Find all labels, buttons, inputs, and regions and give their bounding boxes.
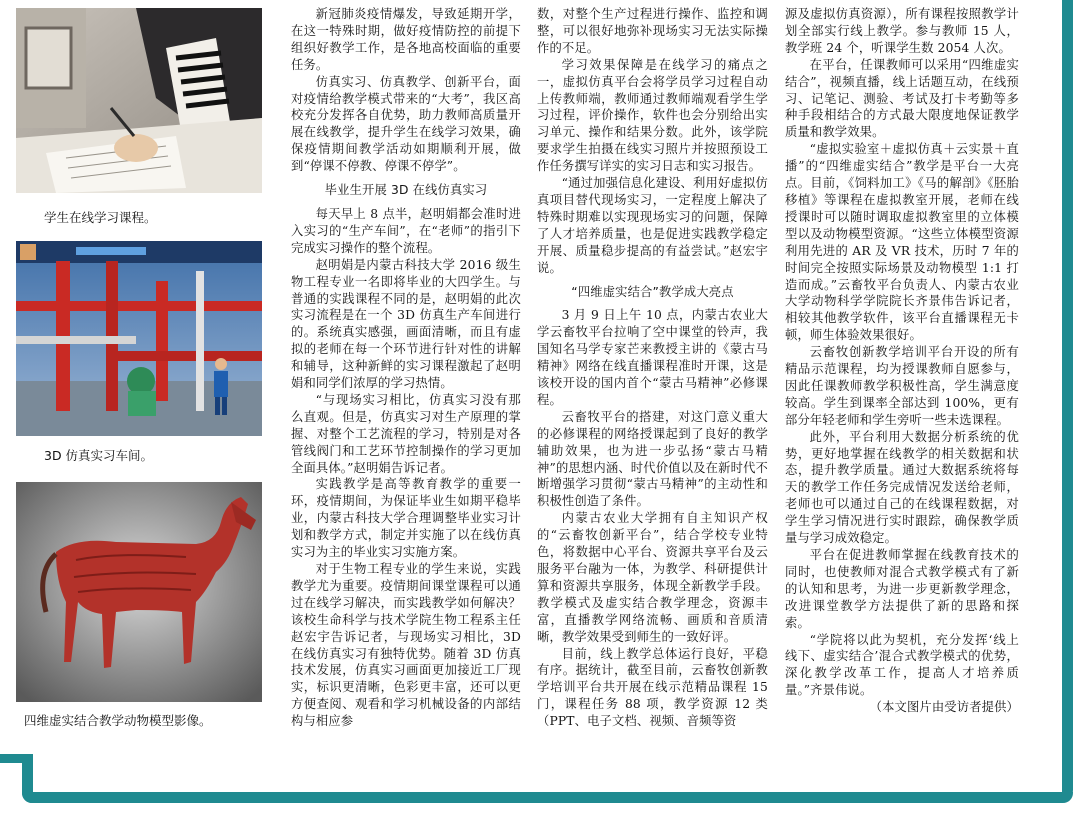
photo-credit: （本文图片由受访者提供） — [869, 700, 1019, 715]
paragraph: 对于生物工程专业的学生来说，实践教学尤为重要。疫情期间课堂课程可以通过在线学习解决，而实践教学如何解决？该校生命科学与技术学院生物工程系主任赵宏宇告诉记者，与现场实习相比，3D 在线仿真实习有独特优势。随着 3D 仿真技术发展，仿真实习画面更加接近工厂现实，标识更清晰，色彩更丰富，还可以更方便查阅、观看和学习机械设备的内部结构与相应参 — [291, 562, 521, 729]
paragraph: 赵明娟是内蒙古科技大学 2016 级生物工程专业一名即将毕业的大四学生。与普通的实践课程不同的是，赵明娟的此次实习流程是在一个 3D 仿真生产车间进行的。系统真实感强，画面清晰，而且有虚拟的老师在每一个环节进行针对性的讲解和辅导，这种新鲜的实习课程激起了赵明娟和同学们浓厚的学习热情。 — [291, 257, 521, 391]
page-frame-hook — [0, 754, 33, 763]
paragraph: “虚拟实验室＋虚拟仿真＋云实景＋直播”的“四维虚实结合”教学是平台一大亮点。目前，《饲料加工》《马的解剖》《胚胎移植》等课程在虚拟教室开展，老师在线授课时可以随时调取虚拟教室里的立体模型以及动物模型资源。“这些立体模型资源利用先进的 AR 及 VR 技术，历时 7 年的时间完全按照实际场景及动物模型 1:1 打造而成。”云畜牧平台负责人、内蒙古农业大学动物科学学院院长齐景伟告诉记者，相较其他教学软件，该平台直播课程无卡顿，师生体验效果很好。 — [785, 142, 1019, 343]
article-column-2 — [537, 6, 768, 730]
article-column-3 — [785, 6, 1019, 716]
paragraph: 云畜牧创新教学培训平台开设的所有精品示范课程，均为授课教师自愿参与，因此任课教师教学积极性高，学生满意度较高。学生到课率全部达到 100%，更有部分年轻老师和学生旁听一些未选课程。 — [785, 345, 1019, 427]
paragraph: “学院将以此为契机，充分发挥‘线上线下、虚实结合’混合式教学模式的优势，深化教学改革工作，提高人才培养质量。”齐景伟说。 — [785, 632, 1019, 698]
article-column-1 — [291, 6, 521, 730]
paragraph: “与现场实习相比，仿真实习没有那么直观。但是，仿真实习对生产原理的掌握、对整个工艺流程的学习，特别是对各管线阀门和工艺环节控制操作的学习更加全面具体。”赵明娟告诉记者。 — [291, 392, 521, 475]
simulation-workshop-photo — [16, 241, 262, 436]
caption-student-online: 学生在线学习课程。 — [44, 210, 157, 225]
section-heading: 毕业生开展 3D 在线仿真实习 — [324, 183, 488, 198]
student-online-photo — [16, 8, 262, 193]
section-heading: “四维虚实结合”教学成大亮点 — [571, 284, 734, 299]
page-frame-right — [1062, 0, 1073, 800]
caption-simulation-workshop: 3D 仿真实习车间。 — [44, 448, 154, 463]
paragraph: 学习效果保障是在线学习的痛点之一，虚拟仿真平台会将学员学习过程自动上传教师端，教师通过教师端观看学生学习过程，评价操作，软件也会分别给出实习单元、操作和结果分数。此外，该学院要求学生拍摄在线实习照片并按照预设工作任务撰写详实的实习日志和实习报告。 — [537, 57, 768, 174]
horse-anatomy-photo — [16, 482, 262, 702]
paragraph: 实践教学是高等教育教学的重要一环，疫情期间，为保证毕业生如期平稳毕业，内蒙古科技大学合理调整毕业实习计划和教学方式，制定并实施了以在线仿真实习为主的毕业实习实施方案。 — [291, 477, 521, 560]
paragraph: 源及虚拟仿真资源），所有课程按照教学计划全部实行线上教学。参与教师 15 人，教学班 24 个，听课学生数 2054 人次。 — [785, 7, 1019, 55]
paragraph: 数，对整个生产过程进行操作、监控和调整，可以很好地弥补现场实习无法实际操作的不足。 — [537, 7, 768, 55]
paragraph: 新冠肺炎疫情爆发，导致延期开学，在这一特殊时期，做好疫情防控的前提下组织好教学工作，是各地高校面临的重要任务。 — [291, 7, 521, 72]
paragraph: 在平台，任课教师可以采用“四维虚实结合”，视频直播，线上话题互动，在线预习、记笔记、测验、考试及打卡考勤等多种手段相结合的方式最大限度地保证教学质量和教学效果。 — [785, 57, 1019, 140]
paragraph: 3 月 9 日上午 10 点，内蒙古农业大学云畜牧平台拉响了空中课堂的铃声，我国知名马学专家芒来教授主讲的《蒙古马精神》网络在线直播课程准时开课，这是该校开设的国内首个“蒙古马精神”必修课程。 — [537, 308, 768, 407]
paragraph: 每天早上 8 点半，赵明娟都会准时进入实习的“生产车间”，在“老师”的指引下完成实习操作的整个流程。 — [291, 206, 521, 255]
caption-horse-model: 四维虚实结合教学动物模型影像。 — [24, 713, 212, 728]
paragraph: 平台在促进教师掌握在线教育技术的同时，也使教师对混合式教学模式有了新的认知和思考，为进一步更新教学理念，改进课堂教学方法提供了新的思路和探索。 — [785, 548, 1019, 630]
paragraph: 目前，线上教学总体运行良好，平稳有序。据统计，截至目前，云畜牧创新教学培训平台共开展在线示范精品课程 15 门，课程任务 88 项，教学资源 12 类（PPT、电子文档、视频、音频等资 — [537, 646, 768, 729]
paragraph: 内蒙古农业大学拥有自主知识产权的“云畜牧创新平台”，结合学校专业特色，将数据中心平台、资源共享平台及云服务平台融为一体，为教学、科研提供计算和资源共享服务，体现全新教学手段。教学模式及虚实结合教学理念，资源丰富，直播教学网络流畅、画质和音质清晰，教学效果受到师生的一致好评。 — [537, 511, 768, 644]
paragraph: 此外，平台利用大数据分析系统的优势，更好地掌握在线教学的相关数据和状态，提升教学质量。通过大数据系统将每天的教学工作任务完成情况发送给老师，老师也可以通过自己的在线课程数据，对学生学习情况进行实时跟踪，确保教学质量与学习成效稳定。 — [785, 429, 1019, 546]
page-frame-bottom — [22, 792, 1073, 803]
paragraph: 云畜牧平台的搭建，对这门意义重大的必修课程的网络授课起到了良好的教学辅助效果，也为进一步弘扬“蒙古马精神”的思想内涵、时代价值以及在新时代不断增强学习贯彻“蒙古马精神”的主动性和积极性创造了条件。 — [537, 409, 768, 509]
paragraph: 仿真实习、仿真教学、创新平台，面对疫情给教学模式带来的“大考”，我区高校充分发挥各自优势，助力教师高质量开展在线教学，提升学生在线学习效果，确保疫情期间教学活动如期顺利开展，做到“停课不停教、停课不停学”。 — [291, 74, 521, 174]
paragraph: “通过加强信息化建设、利用好虚拟仿真项目替代现场实习，一定程度上解决了特殊时期难以实现现场实习的问题，保障了人才培养质量，也是促进实践教学稳定开展、质量稳步提高的有益尝试。”赵宏宇说。 — [537, 176, 768, 275]
